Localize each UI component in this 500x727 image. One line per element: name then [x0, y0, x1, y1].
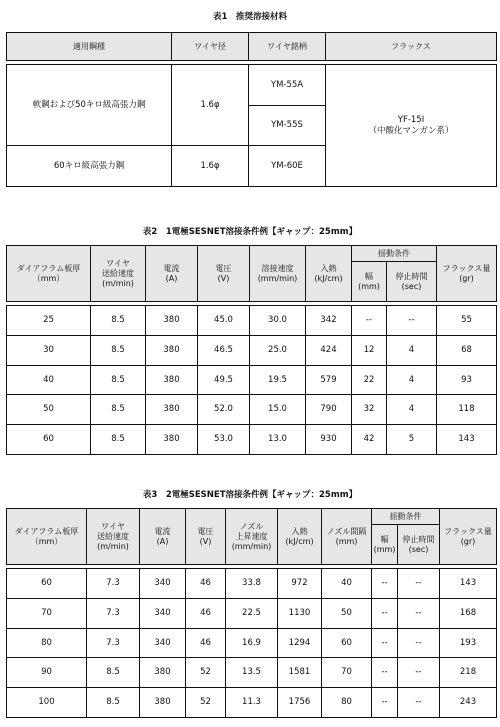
table2-cell: 68 [437, 335, 497, 365]
table2-cell: 8.5 [91, 365, 146, 395]
table3-cell: 60 [322, 628, 372, 658]
table2-cell: 8.5 [91, 425, 146, 455]
table3-caption: 表3 2電極SESNET溶接条件例【ギャップ：25mm】 [142, 490, 358, 500]
table-row [7, 365, 497, 395]
table2-cell: 60 [7, 425, 91, 455]
table3-cell: 340 [140, 628, 186, 658]
table3-cell: 243 [440, 688, 497, 718]
table3-cell: 16.9 [226, 628, 278, 658]
table3-header-heat: 入熱 (kJ/cm) [278, 509, 322, 565]
table3-header-rise: ノズル 上昇速度 (mm/min) [226, 509, 278, 565]
table2-cell: 380 [146, 335, 198, 365]
table3-cell: 52 [186, 688, 226, 718]
table-row [7, 335, 497, 365]
table2-cell: 30.0 [250, 306, 306, 336]
table3-cell: 1756 [278, 688, 322, 718]
table3-cell: 22.5 [226, 598, 278, 628]
table3-cell: 340 [140, 569, 186, 599]
table-row [7, 628, 497, 658]
table3-cell: -- [372, 598, 398, 628]
table2-cell: -- [387, 306, 437, 336]
table2-cell: 143 [437, 425, 497, 455]
table3-cell: 193 [440, 628, 497, 658]
table1-brand-55s: YM-55S [249, 105, 326, 146]
table3-cell: 340 [140, 598, 186, 628]
table1-brand-60e: YM-60E [249, 146, 326, 187]
table3-cell: -- [398, 658, 440, 688]
table2-cell: 424 [306, 335, 352, 365]
table2-cell: 4 [387, 335, 437, 365]
table2-header-current: 電流 (A) [146, 246, 198, 302]
table2-single-electrode-conditions [6, 245, 497, 455]
table2-cell: 53.0 [198, 425, 250, 455]
table1-recommended-materials [6, 32, 497, 187]
table3-header-stop: 停止時間 (sec) [398, 525, 440, 565]
table3-cell: 168 [440, 598, 497, 628]
table3-header-width: 幅 (mm) [372, 525, 398, 565]
table2-cell: 19.5 [250, 365, 306, 395]
table2-cell: 4 [387, 395, 437, 425]
table3-cell: -- [398, 569, 440, 599]
table2-cell: 8.5 [91, 395, 146, 425]
table2-cell: 5 [387, 425, 437, 455]
table3-double-electrode-conditions [6, 508, 497, 718]
table3-header-thickness: ダイアフラム板厚 （mm） [7, 509, 87, 565]
table1-brand-55a: YM-55A [249, 65, 326, 106]
table-row [7, 306, 497, 336]
table1-header-steel: 適用鋼種 [7, 33, 172, 61]
table2-cell: 25.0 [250, 335, 306, 365]
table2-header-voltage: 電圧 (V) [198, 246, 250, 302]
table3-cell: 8.5 [87, 658, 140, 688]
table3-cell: 33.8 [226, 569, 278, 599]
table1-diameter-mild: 1.6φ [172, 65, 249, 146]
table2-header-heat: 入熱 (kJ/cm) [306, 246, 352, 302]
table2-cell: 13.0 [250, 425, 306, 455]
table2-cell: 8.5 [91, 306, 146, 336]
table3-cell: 80 [322, 688, 372, 718]
table2-cell: 15.0 [250, 395, 306, 425]
table3-cell: 218 [440, 658, 497, 688]
table3-cell: 7.3 [87, 628, 140, 658]
table3-cell: 1581 [278, 658, 322, 688]
table3-cell: 100 [7, 688, 87, 718]
table2-cell: 46.5 [198, 335, 250, 365]
table3-cell: 7.3 [87, 598, 140, 628]
table3-header-oscillation: 揺動条件 [372, 509, 440, 525]
table3-cell: -- [372, 688, 398, 718]
table-row [7, 598, 497, 628]
table3-cell: 972 [278, 569, 322, 599]
table3-cell: 70 [7, 598, 87, 628]
table3-cell: 46 [186, 569, 226, 599]
table3-cell: 90 [7, 658, 87, 688]
table2-header-feed: ワイヤ 送給速度 (m/min) [91, 246, 146, 302]
table1-header-flux: フラックス [326, 33, 497, 61]
table3-cell: 7.3 [87, 569, 140, 599]
table2-cell: 52.0 [198, 395, 250, 425]
table2-cell: 118 [437, 395, 497, 425]
table3-header-flux: フラックス量 (gr) [440, 509, 497, 565]
table-row [7, 425, 497, 455]
table2-cell: 42 [352, 425, 387, 455]
table3-cell: 1130 [278, 598, 322, 628]
table2-cell: 8.5 [91, 335, 146, 365]
table3-cell: 46 [186, 628, 226, 658]
table1-flux-note: （中酸化マンガン系） [368, 125, 454, 136]
table1-header-brand: ワイヤ銘柄 [249, 33, 326, 61]
table2-header-flux: フラックス量 (gr) [437, 246, 497, 302]
table2-header-width: 幅 (mm) [352, 262, 387, 302]
table3-cell: 52 [186, 658, 226, 688]
table3-cell: 1294 [278, 628, 322, 658]
table2-cell: 4 [387, 365, 437, 395]
table-row [7, 688, 497, 718]
table2-cell: 380 [146, 306, 198, 336]
table3-header-nozzle: ノズル間隔 (mm) [322, 509, 372, 565]
table3-cell: 143 [440, 569, 497, 599]
table3-cell: 8.5 [87, 688, 140, 718]
table2-cell: 930 [306, 425, 352, 455]
table2-header-stop: 停止時間 (sec) [387, 262, 437, 302]
table3-cell: 13.5 [226, 658, 278, 688]
table2-caption: 表2 1電極SESNET溶接条件例【ギャップ：25mm】 [142, 227, 358, 237]
table1-flux-cell [326, 65, 497, 187]
table3-cell: -- [372, 569, 398, 599]
table2-cell: 93 [437, 365, 497, 395]
table2-cell: 380 [146, 365, 198, 395]
table1-flux-name: YF-15I [397, 115, 425, 126]
table3-cell: 60 [7, 569, 87, 599]
table1-header-diameter: ワイヤ径 [172, 33, 249, 61]
table2-cell: 579 [306, 365, 352, 395]
table1-caption: 表1 推奨溶接材料 [213, 12, 287, 22]
table2-cell: 25 [7, 306, 91, 336]
table2-cell: 790 [306, 395, 352, 425]
table1-steel-mild: 軟鋼および50キロ級高張力鋼 [7, 65, 172, 146]
table3-cell: 380 [140, 658, 186, 688]
table2-cell: 380 [146, 425, 198, 455]
table2-cell: 380 [146, 395, 198, 425]
table2-header-oscillation: 揺動条件 [352, 246, 437, 262]
table2-cell: 30 [7, 335, 91, 365]
table3-cell: 46 [186, 598, 226, 628]
table2-header-thickness: ダイアフラム板厚 （mm） [7, 246, 91, 302]
table3-cell: -- [398, 598, 440, 628]
table3-header-current: 電流 (A) [140, 509, 186, 565]
table2-cell: 50 [7, 395, 91, 425]
table3-header-voltage: 電圧 (V) [186, 509, 226, 565]
table2-cell: 22 [352, 365, 387, 395]
table3-cell: 380 [140, 688, 186, 718]
table3-cell: 11.3 [226, 688, 278, 718]
table-row [7, 395, 497, 425]
table2-cell: 12 [352, 335, 387, 365]
table3-cell: -- [398, 688, 440, 718]
table2-cell: 40 [7, 365, 91, 395]
table3-cell: 80 [7, 628, 87, 658]
table-row [7, 658, 497, 688]
table2-cell: 45.0 [198, 306, 250, 336]
table2-cell: -- [352, 306, 387, 336]
table3-cell: -- [398, 628, 440, 658]
table2-cell: 32 [352, 395, 387, 425]
table-row [7, 569, 497, 599]
table3-cell: 70 [322, 658, 372, 688]
table3-cell: -- [372, 628, 398, 658]
table1-diameter-60k: 1.6φ [172, 146, 249, 187]
table3-cell: 40 [322, 569, 372, 599]
table1-steel-60k: 60キロ級高張力鋼 [7, 146, 172, 187]
table2-cell: 342 [306, 306, 352, 336]
table2-header-speed: 溶接速度 (mm/min) [250, 246, 306, 302]
table3-cell: -- [372, 658, 398, 688]
table2-cell: 49.5 [198, 365, 250, 395]
table3-header-feed: ワイヤ 送給速度 (m/min) [87, 509, 140, 565]
table2-cell: 55 [437, 306, 497, 336]
table3-cell: 50 [322, 598, 372, 628]
